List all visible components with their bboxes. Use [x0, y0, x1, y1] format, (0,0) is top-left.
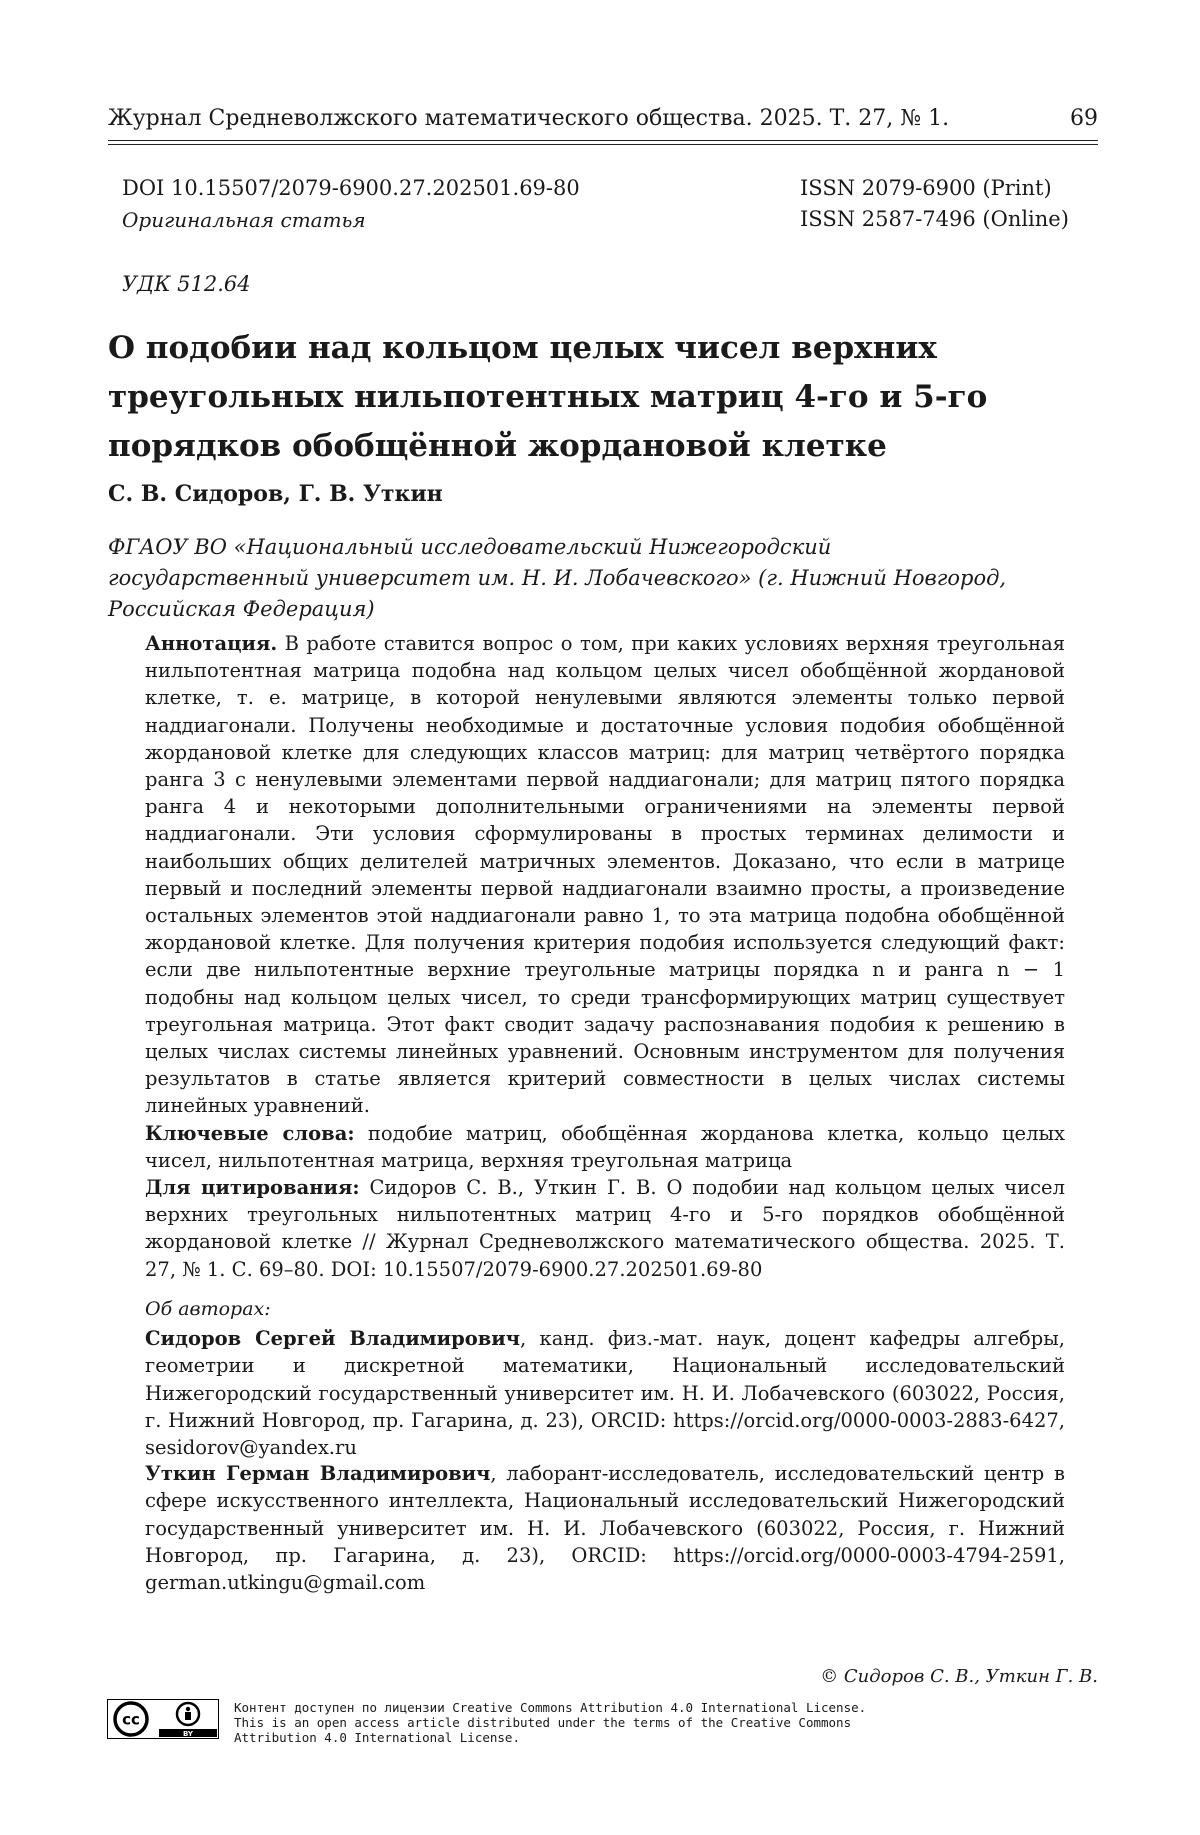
issn-print: ISSN 2079-6900 (Print): [800, 176, 1052, 200]
license-line: Attribution 4.0 International License.: [234, 1730, 520, 1745]
keywords-label: Ключевые слова:: [145, 1121, 355, 1145]
cc-by-license-badge[interactable]: [107, 1699, 219, 1739]
copyright-notice: © Сидоров С. В., Уткин Г. В.: [820, 1666, 1098, 1687]
author-bio: [145, 1460, 1065, 1596]
doi: DOI 10.15507/2079-6900.27.202501.69-80: [122, 176, 580, 200]
citation-text: Сидоров С. В., Уткин Г. В. О подобии над кольцом целых чисел верхних треугольных нильпотентных матриц 4-го и 5-го порядков обобщённой жордановой клетке // Журнал Средневолжского математического общества. 2025. Т. 27, № 1. С. 69–80. DOI: 10.15507/2079-6900.27.202501.69-80: [145, 1176, 1065, 1281]
issn-online: ISSN 2587-7496 (Online): [800, 207, 1069, 231]
authors: С. В. Сидоров, Г. В. Уткин: [108, 481, 443, 507]
abstract-block: [145, 630, 1065, 1283]
cc-badge-label: BY: [182, 1730, 194, 1738]
license-notice: [234, 1700, 934, 1745]
svg-text:cc: cc: [122, 1710, 140, 1729]
author-details: , канд. физ.-мат. наук, доцент кафедры алгебры, геометрии и дискретной математики, Национальный исследовательский Нижегородский государственный университет им. Н. И. Лобачевского (603022, Россия, г. Нижний Новгород, пр. Гагарина, д. 23), ORCID: https://orcid.org/0000-0003-2883-6427, sesidorov@yandex.ru: [145, 1327, 1065, 1460]
author-details: , лаборант-исследователь, исследовательский центр в сфере искусственного интеллекта, Национальный исследовательский Нижегородский государственный университет им. Н. И. Лобачевского (603022, Россия, г. Нижний Новгород, пр. Гагарина, д. 23), ORCID: https://orcid.org/0000-0003-4794-2591, german.utkingu@gmail.com: [145, 1462, 1065, 1595]
header-rule-bottom: [108, 144, 1098, 145]
license-line: This is an open access article distributed under the terms of the Creative Commons: [234, 1715, 852, 1730]
author-name: Сидоров Сергей Владимирович: [145, 1327, 521, 1350]
author-name: Уткин Герман Владимирович: [145, 1462, 491, 1485]
udk-code: УДК 512.64: [122, 272, 251, 296]
article-type: Оригинальная статья: [122, 208, 366, 232]
abstract-text: В работе ставится вопрос о том, при каких условиях верхняя треугольная нильпотентная матрица подобна над кольцом целых чисел обобщённой жордановой клетке, т. е. матрице, в которой ненулевыми являются элементы только первой наддиагонали. Получены необходимые и достаточные условия подобия обобщённой жордановой клетке для следующих классов матриц: для матриц четвёртого порядка ранга 3 с ненулевыми элементами первой наддиагонали; для матриц пятого порядка ранга 4 и некоторыми дополнительными ограничениями на элементы первой наддиагонали. Эти условия сформулированы в простых терминах делимости и наибольших общих делителей матричных элементов. Доказано, что если в матрице первый и последний элементы первой наддиагонали взаимно просты, а произведение остальных элементов этой наддиагонали равно 1, то эта матрица подобна обобщённой жордановой клетке. Для получения критерия подобия используется следующий факт: если две нильпотентные верхние треугольные матрицы порядка n и ранга n − 1 подобны над кольцом целых чисел, то среди трансформирующих матриц существует треугольная матрица. Этот факт сводит задачу распознавания подобия к решению в целых числах системы линейных уравнений. Основным инструментом для получения результатов в статье является критерий совместности в целых числах системы линейных уравнений.: [145, 632, 1065, 1118]
author-bio: [145, 1325, 1065, 1461]
about-authors-label: Об авторах:: [145, 1298, 271, 1320]
affiliation: ФГАОУ ВО «Национальный исследовательский Нижегородский государственный университет им. Н. И. Лобачевского» (г. Нижний Новгород, Российская Федерация): [108, 535, 1007, 621]
citation-label: Для цитирования:: [145, 1176, 360, 1200]
running-header: Журнал Средневолжского математического общества. 2025. Т. 27, № 1.: [108, 106, 950, 131]
keywords-text: подобие матриц, обобщённая жорданова клетка, кольцо целых чисел, нильпотентная матрица, верхняя треугольная матрица: [145, 1121, 1065, 1172]
page-number: 69: [1070, 106, 1098, 131]
abstract-label: Аннотация.: [145, 632, 278, 655]
cc-by-icon: [107, 1699, 219, 1739]
header-rule-top: [108, 140, 1098, 141]
license-line: Контент доступен по лицензии Creative Commons Attribution 4.0 International License.: [234, 1700, 867, 1715]
article-title: О подобии над кольцом целых чисел верхних треугольных нильпотентных матриц 4-го и 5-го порядков обобщённой жордановой клетке: [108, 330, 988, 464]
